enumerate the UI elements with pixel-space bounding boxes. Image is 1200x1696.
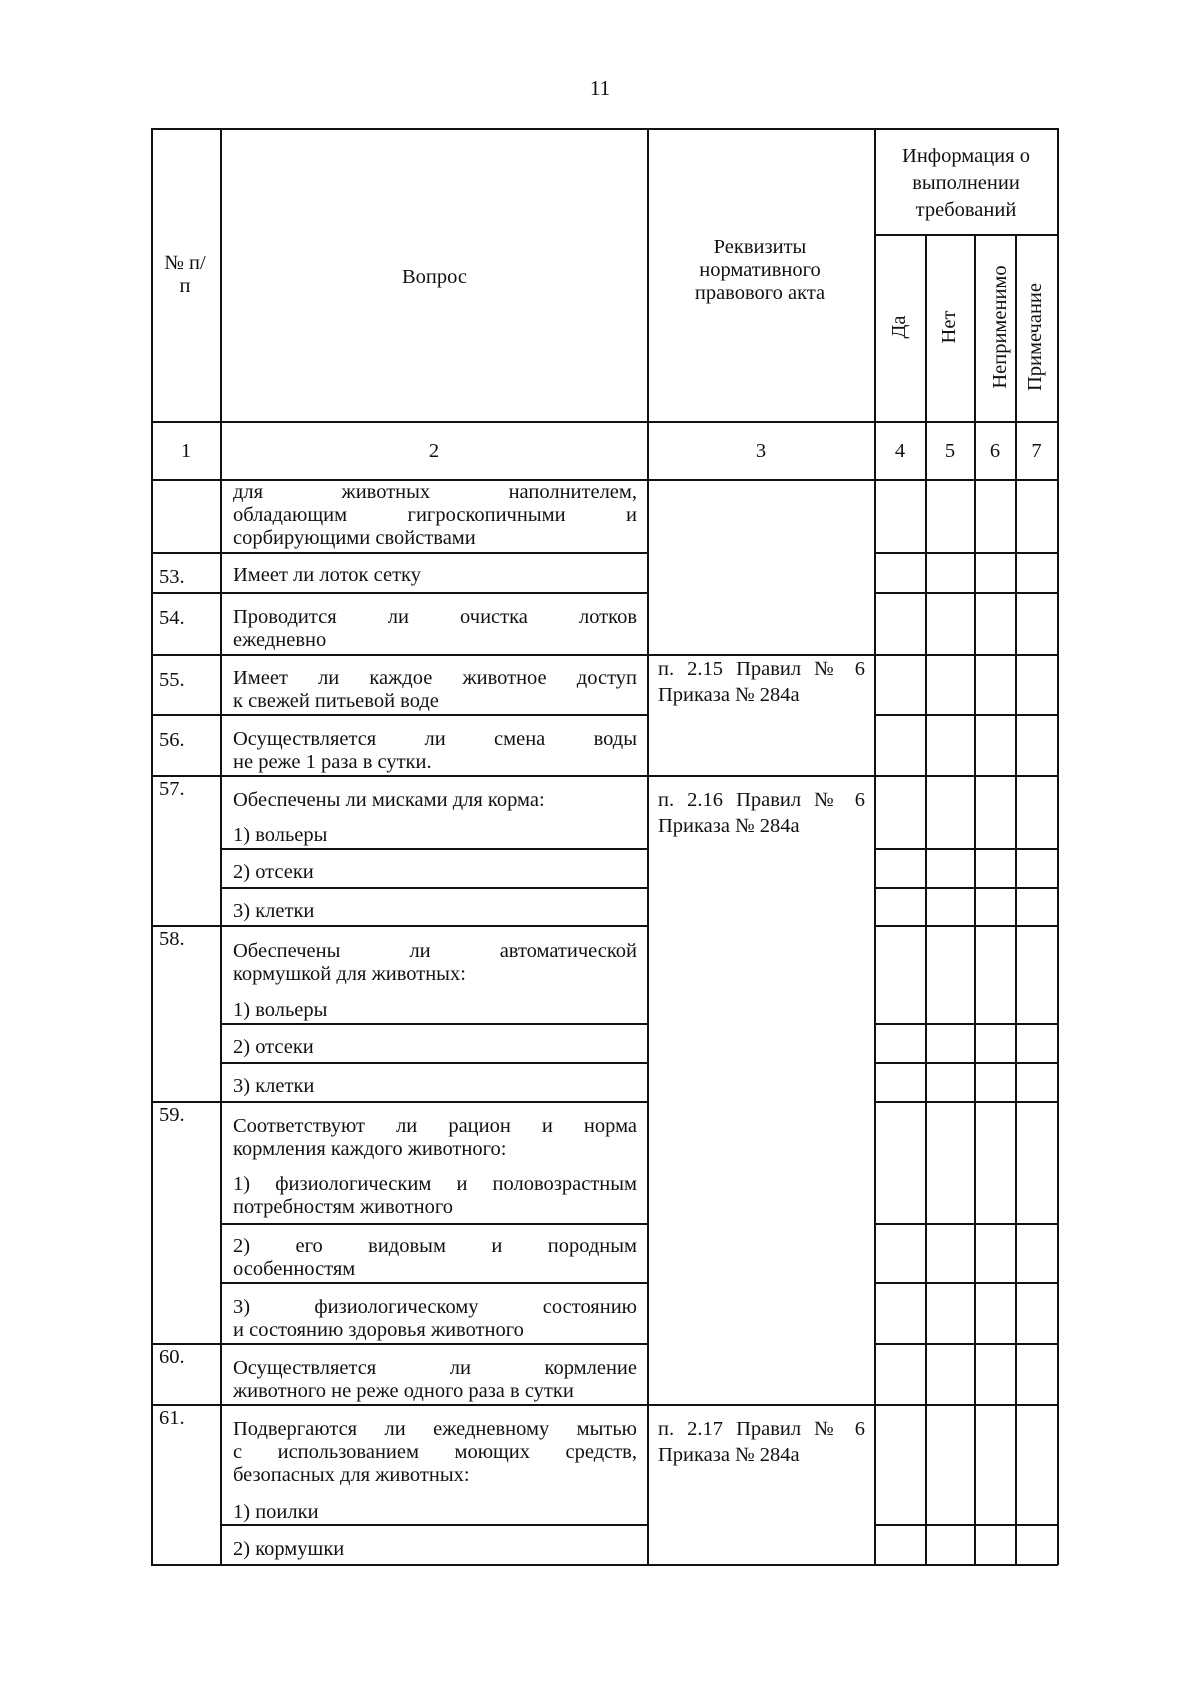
answer-line — [874, 1524, 1058, 1526]
header-question: Вопрос — [401, 266, 467, 288]
answer-line — [874, 592, 1058, 594]
sub-item: потребностям животного — [233, 1196, 453, 1218]
question-text: Проводится ли очистка лотков — [233, 606, 637, 628]
border-right — [1057, 128, 1059, 1565]
border-col3 — [647, 128, 649, 1565]
question-text: Обеспечены ли автоматической — [233, 940, 637, 962]
question-text: безопасных для животных: — [233, 1464, 470, 1486]
border-info — [874, 234, 1058, 236]
answer-line — [874, 848, 1058, 850]
row-line — [151, 1101, 648, 1103]
col-number: 6 — [989, 440, 1001, 462]
border-header — [151, 421, 1058, 423]
border-bottom — [151, 1564, 1058, 1566]
row-line — [151, 592, 648, 594]
header-requisites: Реквизиты нормативного правового акта — [694, 236, 826, 304]
border-col2 — [220, 128, 222, 1565]
row-line — [151, 925, 648, 927]
row-line — [220, 1282, 648, 1284]
question-text: Имеет ли каждое животное доступ — [233, 667, 637, 689]
sub-item: 3) физиологическому состоянию — [233, 1296, 637, 1318]
question-text: для животных наполнителем, — [233, 481, 637, 503]
row-line — [151, 714, 648, 716]
header-yes: Да — [888, 315, 910, 339]
question-text: кормушкой для животных: — [233, 963, 466, 985]
border-col6 — [974, 234, 976, 1565]
question-text: Осуществляется ли смена воды — [233, 728, 637, 750]
border-col4 — [874, 128, 876, 1565]
reference-text: п. 2.15 Правил № 6 — [658, 658, 865, 680]
answer-line — [874, 1282, 1058, 1284]
sub-item: особенностям — [233, 1258, 356, 1280]
question-text: Обеспечены ли мисками для корма: — [233, 789, 545, 811]
sub-item: и состоянию здоровья животного — [233, 1319, 524, 1341]
row-number: 60. — [159, 1346, 185, 1368]
question-text: животного не реже одного раза в сутки — [233, 1380, 574, 1402]
answer-line — [874, 1023, 1058, 1025]
answer-line — [874, 1062, 1058, 1064]
question-text: с использованием моющих средств, — [233, 1441, 637, 1463]
answer-line — [874, 1223, 1058, 1225]
question-text: Осуществляется ли кормление — [233, 1357, 637, 1379]
question-text: кормления каждого животного: — [233, 1138, 507, 1160]
col-number: 5 — [944, 440, 956, 462]
row-line — [220, 848, 648, 850]
col-number: 4 — [894, 440, 906, 462]
row-number: 58. — [159, 928, 185, 950]
row-line — [151, 552, 648, 554]
sub-item: 2) его видовым и породным — [233, 1235, 637, 1257]
answer-line — [874, 552, 1058, 554]
header-info: Информация о выполнении требований — [902, 145, 1030, 221]
row-number: 53. — [159, 566, 185, 588]
reference-text: п. 2.16 Правил № 6 — [658, 789, 865, 811]
header-num: № п/п — [164, 252, 206, 297]
answer-line — [874, 1101, 1058, 1103]
question-text: Подвергаются ли ежедневному мытью — [233, 1418, 637, 1440]
row-line — [220, 1524, 648, 1526]
row-line — [151, 654, 1058, 656]
border-col5 — [925, 234, 927, 1565]
row-line — [220, 1062, 648, 1064]
row-number: 56. — [159, 729, 185, 751]
reference-text: п. 2.17 Правил № 6 — [658, 1418, 865, 1440]
row-line — [151, 1343, 648, 1345]
row-number: 55. — [159, 669, 185, 691]
header-note: Примечание — [1024, 282, 1046, 392]
page-number: 11 — [589, 76, 611, 100]
question-text: к свежей питьевой воде — [233, 690, 439, 712]
sub-item: 2) кормушки — [233, 1538, 345, 1560]
header-not-applicable: Неприменимо — [989, 265, 1011, 389]
col-number: 7 — [1031, 440, 1042, 462]
row-line — [220, 1023, 648, 1025]
reference-text: Приказа № 284а — [658, 815, 800, 837]
answer-line — [874, 714, 1058, 716]
header-no: Нет — [938, 310, 960, 344]
row-number: 57. — [159, 778, 185, 800]
row-number: 61. — [159, 1407, 185, 1429]
question-text: обладающим гигроскопичными и — [233, 504, 637, 526]
sub-item: 1) вольеры — [233, 999, 328, 1021]
sub-item: 3) клетки — [233, 1075, 315, 1097]
sub-item: 2) отсеки — [233, 1036, 314, 1058]
row-number: 59. — [159, 1104, 185, 1126]
question-text: Соответствуют ли рацион и норма — [233, 1115, 637, 1137]
answer-line — [874, 1343, 1058, 1345]
row-line — [151, 1404, 1058, 1406]
col-number: 2 — [428, 440, 440, 462]
sub-item: 2) отсеки — [233, 861, 314, 883]
reference-text: Приказа № 284а — [658, 684, 800, 706]
question-text: Имеет ли лоток сетку — [233, 564, 421, 586]
answer-line — [874, 925, 1058, 927]
question-text: не реже 1 раза в сутки. — [233, 751, 432, 773]
row-line — [220, 887, 648, 889]
question-text: сорбирующими свойствами — [233, 527, 476, 549]
row-line — [151, 775, 1058, 777]
sub-item: 1) вольеры — [233, 824, 328, 846]
border-left — [151, 128, 153, 1565]
sub-item: 1) поилки — [233, 1501, 319, 1523]
sub-item: 3) клетки — [233, 900, 315, 922]
col-number: 3 — [755, 440, 767, 462]
sub-item: 1) физиологическим и половозрастным — [233, 1173, 637, 1195]
col-number: 1 — [180, 440, 192, 462]
answer-line — [874, 887, 1058, 889]
border-top — [151, 128, 1058, 130]
reference-text: Приказа № 284а — [658, 1444, 800, 1466]
row-number: 54. — [159, 607, 185, 629]
border-col7 — [1015, 234, 1017, 1565]
row-line — [220, 1223, 648, 1225]
question-text: ежедневно — [233, 629, 327, 651]
